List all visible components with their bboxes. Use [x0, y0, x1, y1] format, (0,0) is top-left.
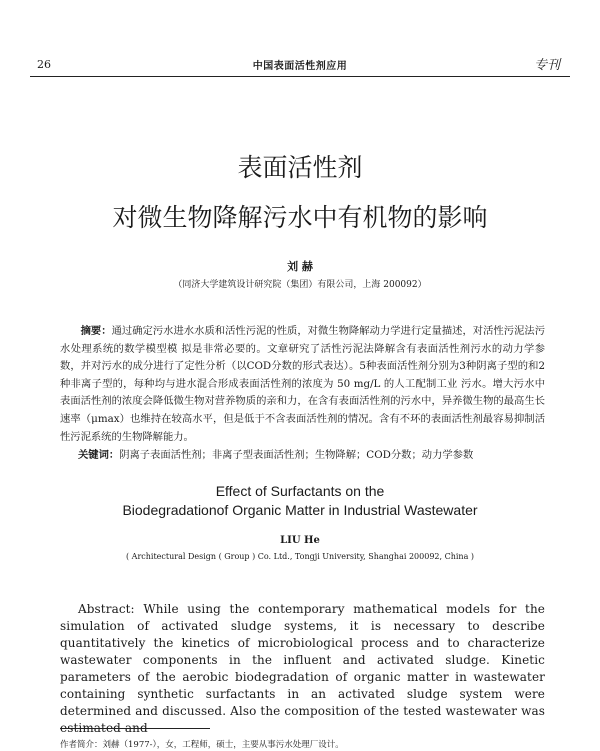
footnote: 作者简介：刘赫（1977-），女，工程师，硕士，主要从事污水处理厂设计。	[60, 740, 344, 750]
abstract-en	[60, 601, 545, 737]
author-en: LIU He	[280, 535, 320, 546]
author-cn: 刘 赫	[287, 260, 313, 273]
keywords-cn	[78, 446, 548, 464]
keywords-cn-text: 阴离子表面活性剂；非离子型表面活性剂；生物降解；COD分数；动力学参数	[119, 449, 474, 461]
page-number: 26	[37, 58, 51, 71]
journal-name: 中国表面活性剂应用	[252, 61, 348, 72]
title-en-line1: Effect of Surfactants on the	[215, 483, 385, 499]
header-rule	[30, 76, 570, 77]
footnote-rule	[60, 728, 210, 729]
issue-label: 专刊	[533, 58, 560, 73]
abstract-en-text: While using the contemporary mathematical models for the simulation of activated sludge systems, it is necessary to describe quantitatively the kinetics of microbiological process and to characterize wastewater components in the influent and activated sludge. Kinetic parameters of the aerobic biodegradation of organic matter in wastewater containing synthetic surfactants in an activated sludge system were determined and discussed. Also the composition of the tested wastewater was estimated and	[60, 602, 545, 735]
abstract-cn-text: 通过确定污水进水水质和活性污泥的性质，对微生物降解动力学进行定量描述，对活性污泥法污水处理系统的数学模型模 拟是非常必要的。文章研究了活性污泥法降解含有表面活性剂污水的动力学参数，并对污水的成分进行了定性分析（以COD分数的形式表达）。5种表面活性剂分别为3种阴离子型的和2种非离子型的，每种均与进水混合形成表面活性剂的浓度为 50 mg/L 的人工配制工业 污水。增大污水中表面活性剂的浓度会降低微生物对营养物质的亲和力，在含有表面活性剂的污水中，异养微生物的最高生长速率（μmax）也维持在较高水平，但是低于不含表面活性剂的情况。含有不环的表面活性剂最容易抑制活性污泥系统的生物降解能力。	[60, 325, 546, 443]
keywords-cn-label: 关键词：	[78, 449, 120, 461]
title-en-line2: Biodegradationof Organic Matter in Industrial Wastewater	[122, 502, 478, 518]
abstract-en-label: Abstract:	[78, 602, 135, 616]
title-cn-line2: 对微生物降解污水中有机物的影响	[112, 203, 488, 232]
abstract-cn-label: 摘要：	[80, 325, 112, 337]
title-cn-line1: 表面活性剂	[237, 153, 363, 182]
affiliation-cn: （同济大学建筑设计研究院（集团）有限公司，上海 200092）	[173, 280, 427, 290]
abstract-cn	[60, 323, 545, 446]
affiliation-en: ( Architectural Design ( Group ) Co. Ltd., Tongji University, Shanghai 200092, China )	[126, 552, 474, 561]
